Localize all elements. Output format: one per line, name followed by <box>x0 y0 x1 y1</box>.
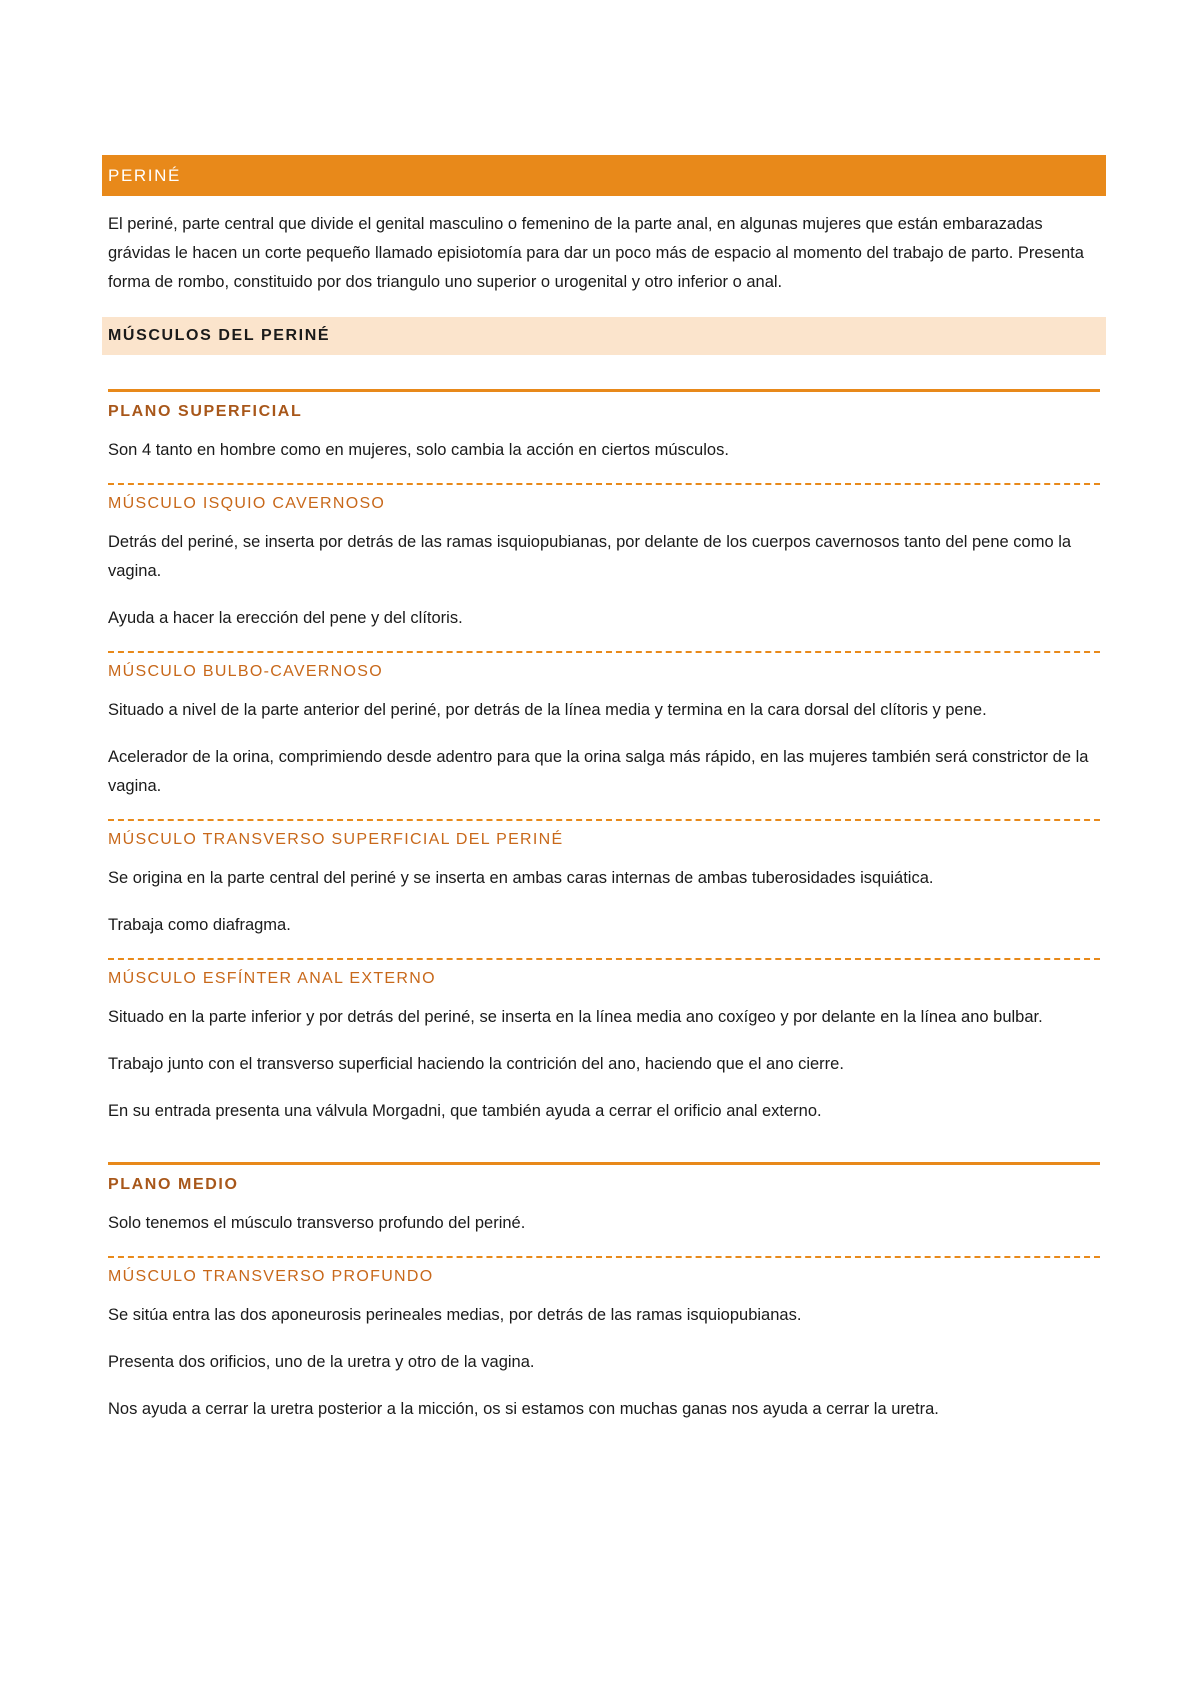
muscle-paragraph: Situado en la parte inferior y por detrás del periné, se inserta en la línea media ano coxígeo y por delante en la línea ano bulbar. <box>108 1008 1043 1026</box>
plano-divider <box>108 1162 1100 1165</box>
document-page <box>102 155 1106 1442</box>
plano-superficial-section <box>102 389 1106 1126</box>
muscle-divider <box>108 651 1100 653</box>
section-heading-musculos: MÚSCULOS DEL PERINÉ <box>102 317 1106 355</box>
muscle-divider <box>108 483 1100 485</box>
plano-divider <box>108 389 1100 392</box>
muscle-paragraph: Nos ayuda a cerrar la uretra posterior a la micción, os si estamos con muchas ganas nos ayuda a cerrar la uretra. <box>108 1400 939 1418</box>
muscle-title-isquio-cavernoso: MÚSCULO ISQUIO CAVERNOSO <box>108 495 386 512</box>
muscle-title-esfinter-anal-externo: MÚSCULO ESFÍNTER ANAL EXTERNO <box>108 970 436 987</box>
page-title: PERINÉ <box>102 155 1106 196</box>
muscle-title-transverso-profundo: MÚSCULO TRANSVERSO PROFUNDO <box>108 1268 434 1285</box>
plano-superficial-text: Son 4 tanto en hombre como en mujeres, solo cambia la acción en ciertos músculos. <box>108 441 729 459</box>
plano-medio-text: Solo tenemos el músculo transverso profundo del periné. <box>108 1214 526 1232</box>
muscle-divider <box>108 819 1100 821</box>
muscle-title-transverso-superficial: MÚSCULO TRANSVERSO SUPERFICIAL DEL PERINÉ <box>108 831 564 848</box>
muscle-divider <box>108 958 1100 960</box>
plano-medio-section <box>102 1162 1106 1424</box>
muscle-paragraph: Ayuda a hacer la erección del pene y del clítoris. <box>108 609 463 627</box>
muscle-paragraph: Se sitúa entra las dos aponeurosis perineales medias, por detrás de las ramas isquiopubianas. <box>108 1306 802 1324</box>
muscle-paragraph: Situado a nivel de la parte anterior del periné, por detrás de la línea media y termina en la cara dorsal del clítoris y pene. <box>108 701 987 719</box>
intro-paragraph: El periné, parte central que divide el genital masculino o femenino de la parte anal, en algunas mujeres que están embarazadas grávidas le hacen un corte pequeño llamado episiotomía para dar un poco más de espacio al momento del trabajo de parto. Presenta forma de rombo, constituido por dos triangulo uno superior o urogenital y otro inferior o anal. <box>108 215 1084 291</box>
muscle-divider <box>108 1256 1100 1258</box>
muscle-title-bulbo-cavernoso: MÚSCULO BULBO-CAVERNOSO <box>108 663 383 680</box>
muscle-paragraph: Detrás del periné, se inserta por detrás de las ramas isquiopubianas, por delante de los cuerpos cavernosos tanto del pene como la vagina. <box>108 533 1072 580</box>
muscle-paragraph: Acelerador de la orina, comprimiendo desde adentro para que la orina salga más rápido, en las mujeres también será constrictor de la vagina. <box>108 748 1089 795</box>
muscle-paragraph: En su entrada presenta una válvula Morgadni, que también ayuda a cerrar el orificio anal externo. <box>108 1102 822 1120</box>
muscle-paragraph: Trabajo junto con el transverso superficial haciendo la contrición del ano, haciendo que el ano cierre. <box>108 1055 844 1073</box>
plano-superficial-title: PLANO SUPERFICIAL <box>108 403 303 420</box>
muscle-paragraph: Presenta dos orificios, uno de la uretra y otro de la vagina. <box>108 1353 535 1371</box>
muscle-paragraph: Trabaja como diafragma. <box>108 916 291 934</box>
muscle-paragraph: Se origina en la parte central del periné y se inserta en ambas caras internas de ambas tuberosidades isquiática. <box>108 869 934 887</box>
plano-medio-title: PLANO MEDIO <box>108 1176 239 1193</box>
